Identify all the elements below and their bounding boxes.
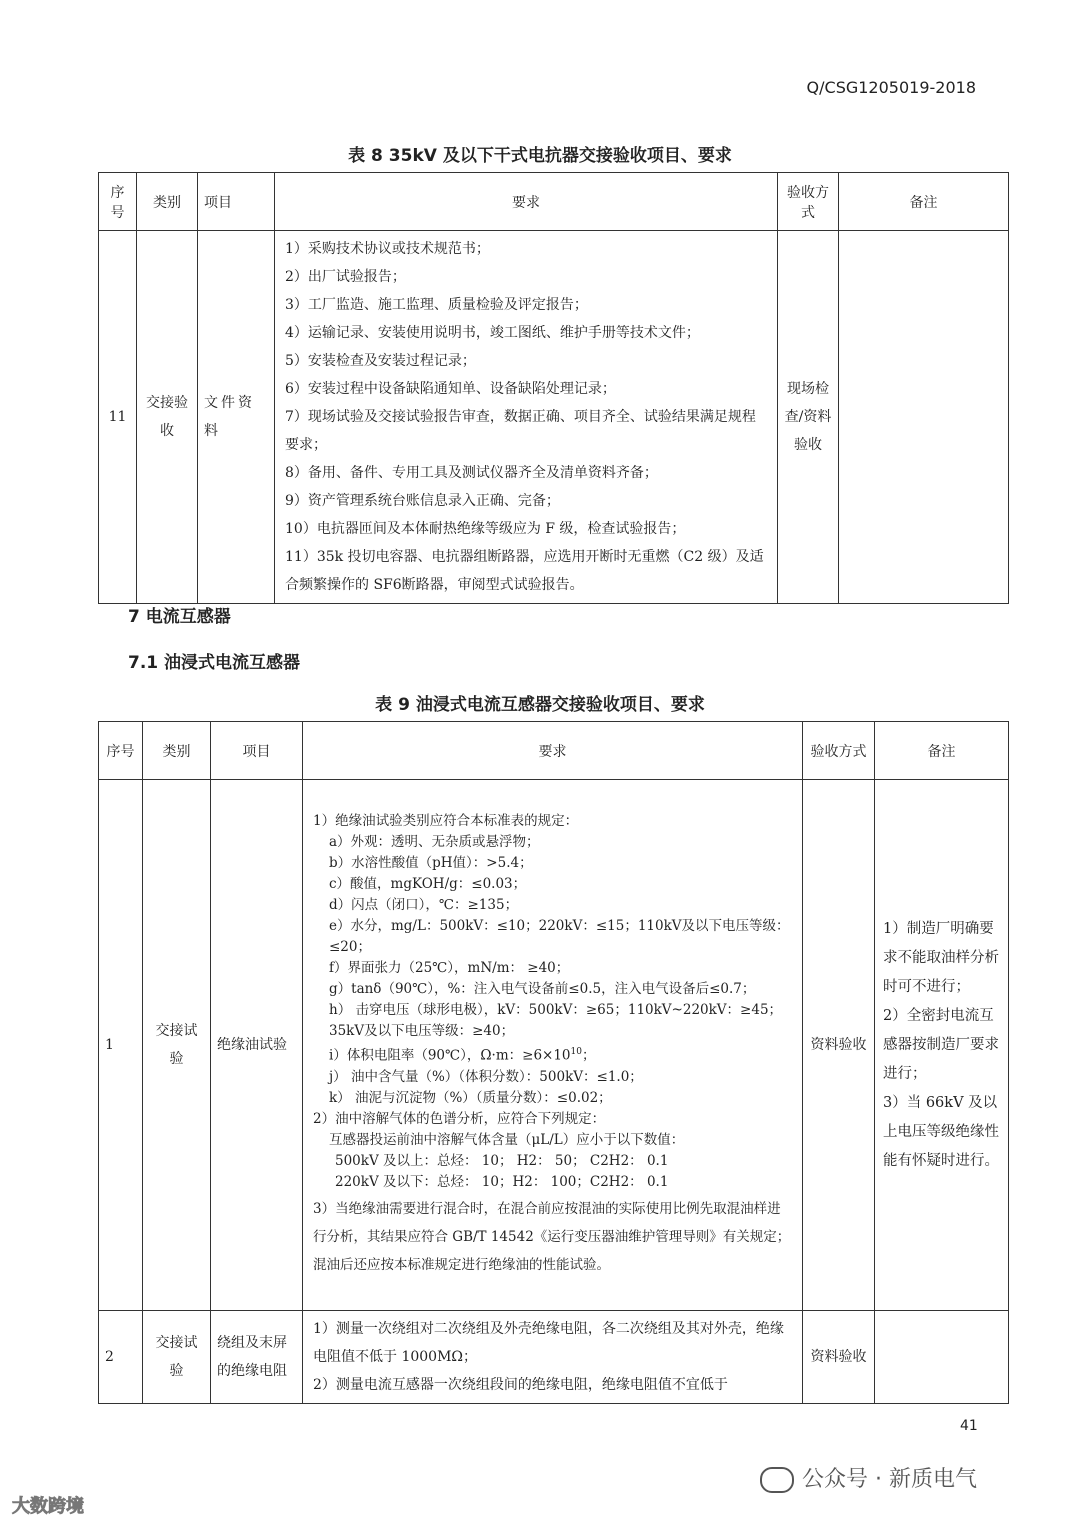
row-seq: 11 <box>99 231 137 604</box>
corner-watermark: 大数跨境 <box>12 1496 84 1517</box>
row-category: 交接试验 <box>143 1311 211 1404</box>
table8 <box>98 172 1009 604</box>
requirement-line: 6）安装过程中设备缺陷通知单、设备缺陷处理记录； <box>285 381 616 397</box>
requirement-line: 1）绝缘油试验类别应符合本标准表的规定： <box>313 813 579 830</box>
requirement-line: 8）备用、备件、专用工具及测试仪器齐全及清单资料齐备； <box>285 465 658 481</box>
requirement-line: 5）安装检查及安装过程记录； <box>285 353 476 369</box>
row-method: 资料验收 <box>803 780 875 1311</box>
wechat-icon <box>760 1467 794 1493</box>
resistivity-end: ； <box>581 1047 596 1064</box>
table9 <box>98 721 1009 1404</box>
requirement-line: b）水溶性酸值（pH值）：>5.4； <box>329 855 533 872</box>
table8-header-row <box>99 173 1009 231</box>
row-seq: 2 <box>99 1311 143 1404</box>
row-category: 交接试验 <box>143 780 211 1311</box>
requirement-line: 500kV 及以上：总烃： 10； H2： 50； C2H2： 0.1 <box>335 1152 669 1169</box>
header-seq: 序号 <box>99 722 143 780</box>
header-requirement: 要求 <box>303 722 803 780</box>
wechat-watermark <box>760 1462 977 1493</box>
table-row <box>99 780 1009 1311</box>
row-category: 交接验收 <box>137 231 198 604</box>
requirement-line: 2）油中溶解气体的色谱分析，应符合下列规定： <box>313 1110 606 1127</box>
requirement-line: c）酸值，mgKOH/g：≤0.03； <box>329 876 527 893</box>
requirement-line: 2）测量电流互感器一次绕组段间的绝缘电阻，绝缘电阻值不宜低于 <box>313 1377 728 1393</box>
requirement-line: 220kV 及以下：总烃： 10；H2： 100；C2H2： 0.1 <box>335 1173 669 1190</box>
requirement-line: f）界面张力（25℃），mN/m： ≥40； <box>329 960 570 977</box>
table-row <box>99 1311 1009 1404</box>
requirement-line: 互感器投运前油中溶解气体含量（μL/L）应小于以下数值： <box>329 1131 685 1148</box>
row-method: 现场检查/资料验收 <box>778 231 839 604</box>
requirement-line: h） 击穿电压（球形电极），kV：500kV：≥65；110kV~220kV：≥45；35kV及以下电压等级：≥40； <box>329 1002 783 1040</box>
row-remark <box>875 1311 1009 1404</box>
row-requirements <box>303 780 803 1311</box>
requirement-line: a）外观：透明、无杂质或悬浮物； <box>329 834 540 851</box>
section-heading: 7 电流互感器 <box>128 607 231 627</box>
table9-header-row <box>99 722 1009 780</box>
header-remark: 备注 <box>875 722 1009 780</box>
header-method: 验收方式 <box>803 722 875 780</box>
row-seq: 1 <box>99 780 143 1311</box>
table9-caption: 表 9 油浸式电流互感器交接验收项目、要求 <box>375 695 705 715</box>
resistivity-exponent: 10 <box>570 1047 582 1058</box>
standard-code: Q/CSG1205019-2018 <box>806 78 976 97</box>
resistivity-text: i）体积电阻率（90℃），Ω·m：≥6×10 <box>329 1047 571 1064</box>
subsection-heading: 7.1 油浸式电流互感器 <box>128 653 301 673</box>
requirement-line: 2）出厂试验报告； <box>285 269 406 285</box>
page-number: 41 <box>960 1418 978 1434</box>
table-row <box>99 231 1009 604</box>
header-category: 类别 <box>143 722 211 780</box>
requirement-line: d）闪点（闭口），℃：≥135； <box>329 897 519 914</box>
remark-line: 2）全密封电流互感器按制造厂要求进行； <box>883 1007 999 1082</box>
row-item: 文件资料 <box>198 231 275 604</box>
row-item: 绝缘油试验 <box>211 780 303 1311</box>
requirement-line: e）水分，mg/L：500kV：≤10；220kV：≤15；110kV及以下电压等级：≤20； <box>329 918 790 956</box>
header-requirement: 要求 <box>275 173 778 231</box>
header-seq: 序号 <box>99 173 137 231</box>
requirement-line: 9）资产管理系统台账信息录入正确、完备； <box>285 493 560 509</box>
row-remarks <box>875 780 1009 1311</box>
header-item: 项目 <box>211 722 303 780</box>
requirement-line: 3）当绝缘油需要进行混合时，在混合前应按混油的实际使用比例先取混油样进行分析，其结果应符合 GB/T 14542《运行变压器油维护管理导则》有关规定；混油后还应按本标准规定进行绝缘油的性能试验。 <box>313 1200 791 1273</box>
requirement-line: 7）现场试验及交接试验报告审查，数据正确、项目齐全、试验结果满足规程要求； <box>285 409 756 453</box>
header-method: 验收方式 <box>778 173 839 231</box>
row-item: 绕组及末屏的绝缘电阻 <box>211 1311 303 1404</box>
requirement-line: 3）工厂监造、施工监理、质量检验及评定报告； <box>285 297 588 313</box>
requirement-line: g）tanδ（90℃），%：注入电气设备前≤0.5，注入电气设备后≤0.7； <box>329 981 756 998</box>
table8-caption: 表 8 35kV 及以下干式电抗器交接验收项目、要求 <box>348 146 732 166</box>
watermark-text: 公众号 · 新质电气 <box>802 1467 977 1492</box>
requirement-line: 11）35k 投切电容器、电抗器组断路器，应选用开断时无重燃（C2 级）及适合频繁操作的 SF6断路器，审阅型式试验报告。 <box>285 549 764 593</box>
requirement-line: 1）测量一次绕组对二次绕组及外壳绝缘电阻，各二次绕组及其对外壳，绝缘电阻值不低于 1000MΩ； <box>313 1321 784 1365</box>
remark-line: 1）制造厂明确要求不能取油样分析时可不进行； <box>883 920 999 995</box>
requirement-line: 1）采购技术协议或技术规范书； <box>285 241 490 257</box>
remark-line: 3）当 66kV 及以上电压等级绝缘性能有怀疑时进行。 <box>883 1094 999 1169</box>
requirement-line <box>313 1042 794 1067</box>
requirement-line: j） 油中含气量（%）（体积分数）：500kV：≤1.0； <box>329 1068 643 1085</box>
requirement-line: 10）电抗器匝间及本体耐热绝缘等级应为 F 级，检查试验报告； <box>285 521 686 537</box>
header-remark: 备注 <box>839 173 1009 231</box>
row-requirements <box>275 231 778 604</box>
row-method: 资料验收 <box>803 1311 875 1404</box>
requirement-line: k） 油泥与沉淀物（%）（质量分数）：≤0.02； <box>329 1089 612 1106</box>
row-requirements <box>303 1311 803 1404</box>
header-item: 项目 <box>198 173 275 231</box>
header-category: 类别 <box>137 173 198 231</box>
requirement-line: 4）运输记录、安装使用说明书，竣工图纸、维护手册等技术文件； <box>285 325 700 341</box>
row-remark <box>839 231 1009 604</box>
